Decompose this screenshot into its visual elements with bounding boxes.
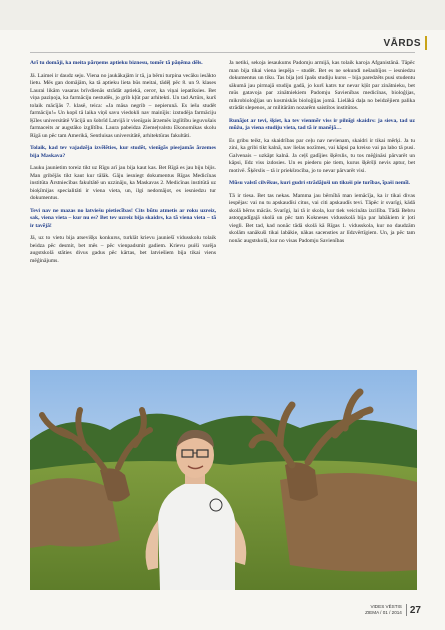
article-column-right xyxy=(229,60,415,372)
article-photo xyxy=(30,370,417,590)
interview-answer: Es gribu teikt, ka skaidrības par ceļu nav nevienam, skaidri ir tikai mērķi. Ja tu zini, ka gribi tikt kalnā, nav lielas nozīmes, vai kāpsi pa kreiso vai pa labo tā pusi. Galvenais – uzkāpt kalnā. Ja ceļš gadījies šķērslis, tu tos mēģināsi pārvarēt un kāpsi, līdz viss izdosies. Un es piederu pie tiem, kurus šķēršļi nevis aptur, bet motivē. Šķērslis – tā ir priekšrocība, jo to nevar pārvarēt visi. xyxy=(229,137,415,174)
interview-question: Arī tu domāji, ka meita pārņems aptieku biznesu, tomēr tā pāņēma dēls. xyxy=(30,60,203,66)
interview-answer: Jā. Laimei ir daudz seju. Viena no jaukākajām ir tā, ja bērni turpina vecāku iesākto lietu. Mēs gan domājām, ka tā aptieku lieta būs meitai, tādēļ pēc 8. un 9. klases Laurai likām vasaras brīvdienās strādāt aptiekā, ceroт, ka viņai iepatiksies. Bet viņa paziņoja, ka farmāciju nestudēs, jo grib kļūt par arhitekti. Un tad Artūrs, kurš tolaik mācījās 7. klasē, teica: «Ja māsa negrib – nepierunā. Es iešu studēt farmāciju!» Un kopš tā laika viņš savu viedokli nav mainījis: izstudēja farmāciju Ķīles universitātē Vācijā un šobrīd Latvijā ir vienīgais ārzemēs izglītību ieguvušais farmaceits ar augstāko izglītību. Laura pabeidza Ziemeļvalstu Ekonomikas skolu Rīgā un pēc tam Amerikā, Sentluisas universitātē, arhitektūras fakultāti. xyxy=(30,72,216,139)
interview-question: Runājot ar tevi, šķiet, ka tev vienmēr viss ir pilnīgi skaidrs: ja sieva, tad uz mūžu, ja viena studiju vieta, tad tā ir manējā… xyxy=(229,117,415,131)
top-band xyxy=(0,0,445,30)
footer-publication-block xyxy=(365,604,402,615)
interview-answer: Ja netiki, sekoja iesaukums Padomju armijā, kas tolaik karoja Afganistānā. Tāpēc man bija tikai viena iespēja – studēt. Bet es ne sekundi nešaubījos – iesniedzu dokumentus un tiku. Tas bija ļoti īpašs studiju kurss – bija paredzēts pusi studentu sākumā jau pirmajā studiju gadā, jo kurš katrs tur nevar kļūt par zinātnieku, bet mūs gatavoja par zinātniekiem Padomju Savienības medicīnas, bioloģijas, mikrobioloģijas un kosmiskās bioloģijas jomā. Lielākā daļa no beidzējiem palika strādāt slepenos, ar militārām nozarēm saistītos institūtos. xyxy=(229,60,415,111)
header-rule xyxy=(30,52,415,53)
article-column-left xyxy=(30,60,216,372)
photo-illustration xyxy=(30,370,417,590)
page-number: 27 xyxy=(409,604,421,616)
interview-answer: Jā, uz to vietu bija atsevišķs konkurss, turklāt krievu jauniešī vidusskolu tolaik beidza pēc desmit, bet mēs – pēc vienpadsmit gadiem. Krievu puiši varēja augstskolā stāties divus gadus pēc kārtas, bet latviešiem bija tikai viens mēģinājums. xyxy=(30,235,216,264)
section-label: VĀRDS xyxy=(383,38,421,49)
page-footer xyxy=(365,604,421,616)
section-accent-bar xyxy=(425,36,427,50)
interview-answer: Lauku jaunietim toreiz tikt uz Rīgu arī jau bija kaut kas. Bet Rīgā es jau biju bijis. Man gribējās tikt kaut kur tālāk. Gāju iesniegt dokumentus Rīgas Medicīnas institūta Ārstniecības fakultātē un uzzināju, ka Maskavas 2. Medicīnas institūtā uz bioķīmijas specialitāti ir viena vieta, un, ilgi nedomājot, es iesniedzu tur dokumentus. xyxy=(30,165,216,201)
interview-question: Tevi nav ne mazas no latviešu pietiecības! Cits būtu atmetis ar roku uzreiz, sak, viena vieta – kur nu es? Bet tev uzreiz bija skaidrs, ka tā viena vieta – tā ir tavējā! xyxy=(30,207,216,229)
interview-answer: Tā ir tiesa. Bet tas nekas. Mamma jau bērnībā man iemācīja, ka ir tikai divas iespējas: vai nu tu apskaudīsi citus, vai citi apskaudīs tevi. Tāpēc ir svarīgi, kādā skolā bērns mācās. Svarīgi, lai tā ir skola, kur tiek veicināta izcilība. Tādā Bebru astoņgadīgajā skolā un pēc tam Kokneses vidusskolā bija par labākiem ir ļoti viegli. Bet tad, kad nonāc tādā skolā kā Rīgas 1. vidusskola, kur no daudzām skolām sanākuši tikai labākie, nākas sacensties ar līdzvērtīgiem. Un, ja pēc tam nonāc augstskolā, kur no visas Padomju Savienības xyxy=(229,192,415,244)
issue-label: ZIEMA / 01 / 2014 xyxy=(365,610,402,615)
footer-divider xyxy=(406,604,407,616)
interview-question: Tolaik, kad tev vajadzēja izvēlēties, kur studēt, vienīgās pieejamās ārzemes bija Maskava? xyxy=(30,145,216,159)
interview-question: Mūsu valstī cilvēkus, kuri gudri strādājuši un tikuši pie turības, īpaši nemīl. xyxy=(229,180,410,186)
publication-name: VIDES VĒSTIS xyxy=(370,604,402,610)
